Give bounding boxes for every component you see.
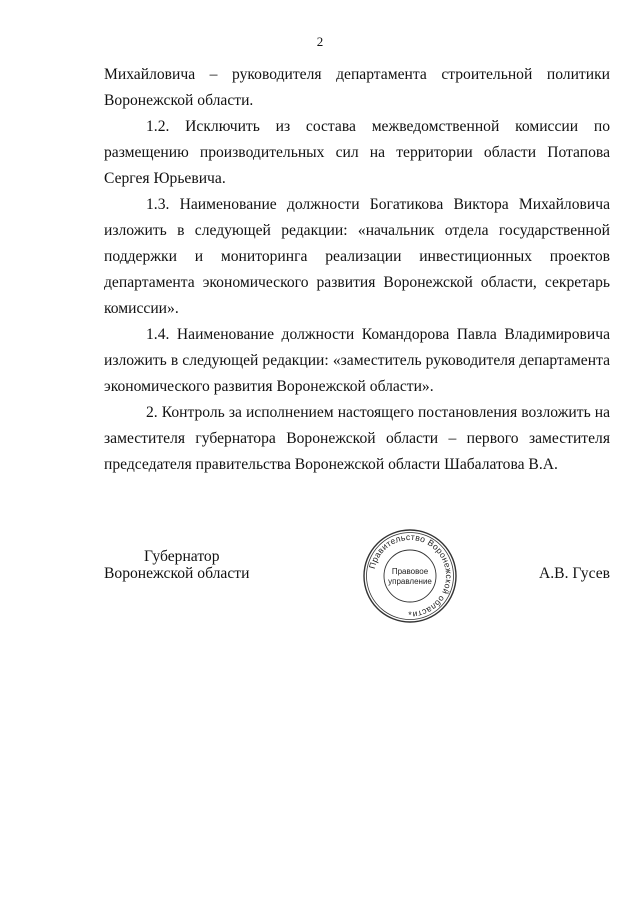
governor-title-line1: Губернатор — [144, 548, 220, 565]
governor-title-line2: Воронежской области — [104, 565, 250, 582]
paragraph-1-2: 1.2. Исключить из состава межведомственной комиссии по размещению производительных сил на территории области Потапова Сергея Юрьевича. — [104, 118, 610, 187]
governor-name: А.В. Гусев — [539, 565, 610, 582]
paragraph-1-4: 1.4. Наименование должности Командорова Павла Владимировича изложить в следующей редакции: «заместитель руководителя департамента экономического развития Воронежской области». — [104, 326, 610, 395]
stamp-center-line2: управление — [388, 577, 432, 586]
signature-block — [0, 531, 640, 628]
document-body — [104, 62, 610, 478]
page-number: 2 — [316, 34, 324, 49]
governor-title — [104, 548, 274, 582]
official-stamp — [362, 528, 458, 624]
stamp-star: * — [408, 610, 412, 620]
paragraph-1-3: 1.3. Наименование должности Богатикова Виктора Михайловича изложить в следующей редакции: «начальник отдела государственной поддержки и мониторинга реализации инвестиционных проектов департамента экономического развития Воронежской области, секретарь комиссии». — [104, 196, 610, 317]
paragraph-2: 2. Контроль за исполнением настоящего постановления возложить на заместителя губернатора Воронежской области – первого заместителя председателя правительства Воронежской области Шабалатова В.А. — [104, 404, 610, 473]
paragraph-continuation: Михайловича – руководителя департамента строительной политики Воронежской области. — [104, 66, 610, 109]
stamp-seal-icon — [362, 528, 458, 624]
stamp-center-line1: Правовое — [391, 567, 429, 576]
stamp-ring-text: Правительство Воронежской области — [366, 531, 455, 620]
